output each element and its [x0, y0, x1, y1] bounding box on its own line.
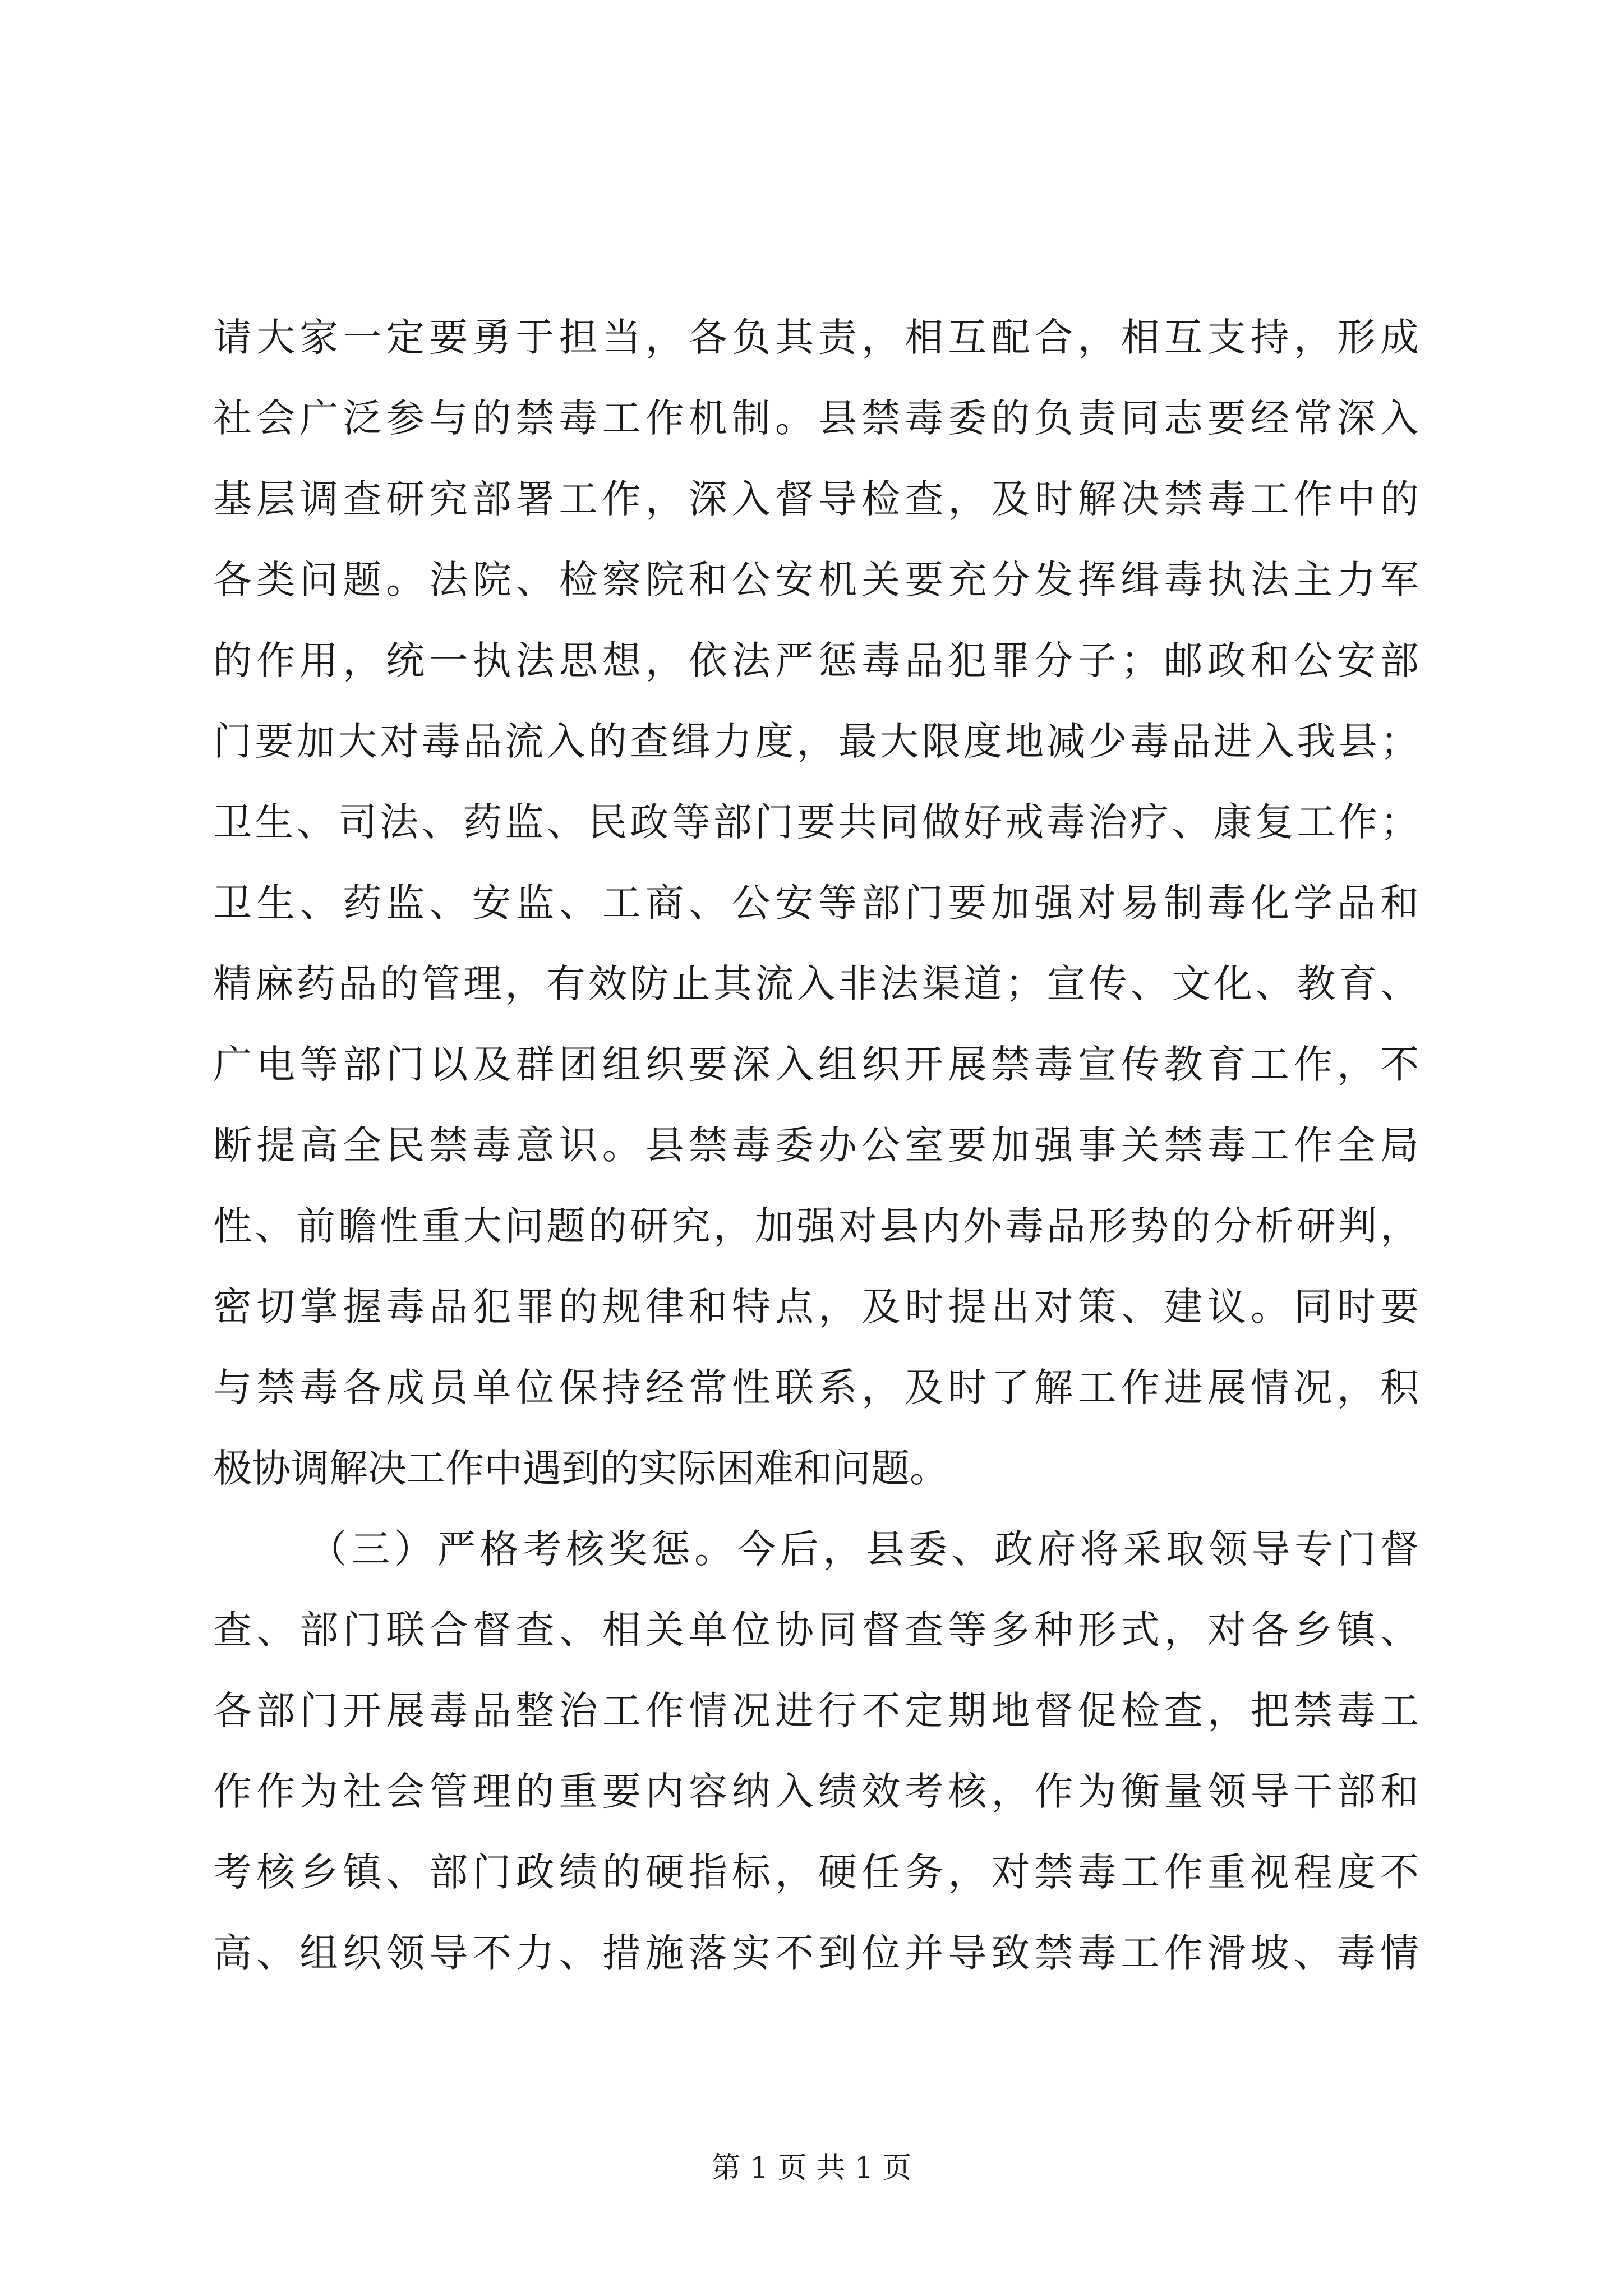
text-line: 断提高全民禁毒意识。县禁毒委办公室要加强事关禁毒工作全局: [213, 1123, 1419, 1168]
text-line: 作作为社会管理的重要内容纳入绩效考核，作为衡量领导干部和: [213, 1769, 1419, 1814]
text-line: 密切掌握毒品犯罪的规律和特点，及时提出对策、建议。同时要: [213, 1285, 1419, 1329]
text-line: 性、前瞻性重大问题的研究，加强对县内外毒品形势的分析研判，: [213, 1204, 1419, 1249]
text-line: 基层调查研究部署工作，深入督导检查，及时解决禁毒工作中的: [213, 477, 1419, 522]
text-line: 请大家一定要勇于担当，各负其责，相互配合，相互支持，形成: [213, 315, 1419, 360]
text-line: 与禁毒各成员单位保持经常性联系，及时了解工作进展情况，积: [213, 1365, 1419, 1410]
text-line: 社会广泛参与的禁毒工作机制。县禁毒委的负责同志要经常深入: [213, 396, 1419, 441]
text-line: 各部门开展毒品整治工作情况进行不定期地督促检查，把禁毒工: [213, 1688, 1419, 1733]
text-line: 精麻药品的管理，有效防止其流入非法渠道；宣传、文化、教育、: [213, 961, 1419, 1006]
text-line: 高、组织领导不力、措施落实不到位并导致禁毒工作滑坡、毒情: [213, 1931, 1419, 1976]
text-line: 各类问题。法院、检察院和公安机关要充分发挥缉毒执法主力军: [213, 558, 1419, 602]
text-line: 考核乡镇、部门政绩的硬指标，硬任务，对禁毒工作重视程度不: [213, 1850, 1419, 1895]
document-body: [213, 297, 1419, 1994]
paragraph-end-line: 极协调解决工作中遇到的实际困难和问题。: [213, 1446, 948, 1491]
text-line: 的作用，统一执法思想，依法严惩毒品犯罪分子；邮政和公安部: [213, 638, 1419, 683]
text-line: 广电等部门以及群团组织要深入组织开展禁毒宣传教育工作，不: [213, 1042, 1419, 1087]
page-number-label: 第 1 页 共 1 页: [711, 2151, 912, 2185]
text-line: 卫生、司法、药监、民政等部门要共同做好戒毒治疗、康复工作；: [213, 800, 1419, 845]
text-line: 门要加大对毒品流入的查缉力度，最大限度地减少毒品进入我县；: [213, 719, 1419, 764]
text-line: 查、部门联合督查、相关单位协同督查等多种形式，对各乡镇、: [213, 1608, 1419, 1653]
text-line: 卫生、药监、安监、工商、公安等部门要加强对易制毒化学品和: [213, 881, 1419, 926]
section-heading-line: （三）严格考核奖惩。今后，县委、政府将采取领导专门督: [308, 1527, 1419, 1572]
page-footer: [0, 2148, 1623, 2188]
